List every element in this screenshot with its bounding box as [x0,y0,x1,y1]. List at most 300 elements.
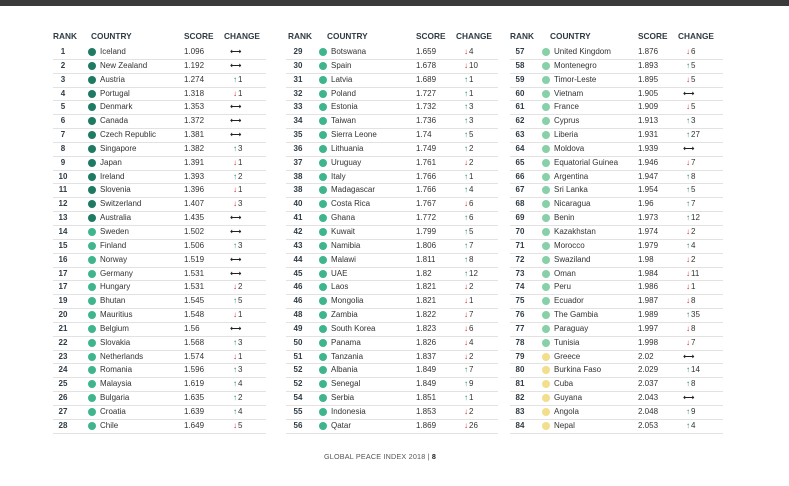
change-cell [233,185,242,194]
arrow-up-icon: ↑ [686,406,690,416]
score-cell: 1.736 [416,116,437,126]
table-row [53,226,266,240]
arrow-down-icon: ↓ [233,282,237,292]
rank-cell: 59 [515,74,525,84]
arrow-down-icon: ↓ [233,88,237,98]
table-row [510,74,723,88]
score-cell: 1.381 [184,130,205,140]
peace-level-dot-icon [542,339,550,347]
rank-cell: 60 [515,88,525,98]
country-cell: Ireland [100,171,125,181]
country-cell: Namibia [331,240,361,250]
score-cell: 1.895 [638,74,659,84]
table-row [53,295,266,309]
rank-cell: 16 [58,254,68,264]
arrow-down-icon: ↓ [686,282,690,292]
peace-level-dot-icon [319,256,327,264]
arrow-up-icon: ↑ [464,143,468,153]
change-cell [464,241,473,250]
no-change-icon: ⟷ [230,60,242,70]
change-cell [464,213,473,222]
table-row [510,129,723,143]
score-cell: 1.821 [416,296,437,306]
no-change-icon: ⟷ [230,130,242,140]
country-cell: Italy [331,171,346,181]
country-cell: Mongolia [331,296,364,306]
score-cell: 1.74 [416,130,432,140]
rank-cell: 43 [293,240,303,250]
rank-header: RANK [288,31,312,41]
score-cell: 1.974 [638,226,659,236]
change-cell [464,324,473,333]
rank-cell: 11 [58,185,68,195]
country-cell: Nepal [554,420,575,430]
country-cell: Cuba [554,379,574,389]
rank-cell: 55 [293,406,303,416]
change-value: 2 [238,282,243,292]
rank-cell: 56 [293,420,303,430]
peace-level-dot-icon [542,76,550,84]
rank-cell: 13 [58,213,68,223]
arrow-up-icon: ↑ [464,393,468,403]
rank-cell: 6 [60,116,66,126]
score-cell: 1.274 [184,74,205,84]
change-cell [230,323,242,333]
arrow-down-icon: ↓ [464,323,468,333]
rank-cell: 35 [293,130,303,140]
rank-cell: 70 [515,226,525,236]
score-cell: 1.391 [184,157,205,167]
arrow-up-icon: ↑ [233,379,237,389]
change-cell [464,102,473,111]
score-cell: 1.849 [416,365,437,375]
change-value: 3 [238,365,243,375]
rank-cell: 1 [60,47,66,56]
table-row [53,171,266,185]
country-cell: Uruguay [331,157,362,167]
change-cell [230,268,242,278]
score-cell: 1.596 [184,365,205,375]
peace-level-dot-icon [542,256,550,264]
rank-cell: 22 [58,337,68,347]
country-cell: Belgium [100,323,129,333]
rank-cell: 30 [293,60,303,70]
change-header: CHANGE [224,31,260,41]
rank-cell: 81 [515,379,525,389]
peace-level-dot-icon [542,228,550,236]
table-row [53,351,266,365]
peace-level-dot-icon [319,186,327,194]
change-cell [233,421,242,430]
country-cell: Montenegro [554,60,597,70]
country-cell: Zambia [331,310,358,320]
country-cell: Slovakia [100,337,131,347]
no-change-icon: ⟷ [230,268,242,278]
country-cell: Portugal [100,88,130,98]
change-value: 7 [691,337,696,347]
score-cell: 1.931 [638,130,659,140]
country-cell: United Kingdom [554,47,611,56]
change-cell [233,296,242,305]
peace-level-dot-icon [542,380,550,388]
score-cell: 1.989 [638,310,659,320]
change-cell [233,365,242,374]
rank-cell: 27 [58,406,68,416]
peace-level-dot-icon [88,173,96,181]
rank-cell: 21 [58,323,68,333]
score-cell: 1.619 [184,379,205,389]
arrow-up-icon: ↑ [686,379,690,389]
change-cell [233,407,242,416]
table-row [510,392,723,406]
change-cell [686,116,695,125]
country-cell: Malawi [331,254,356,264]
table-row [286,101,498,115]
rank-cell: 40 [293,199,303,209]
change-value: 10 [469,60,478,70]
change-cell [464,393,473,402]
change-value: 4 [691,420,696,430]
change-value: 5 [469,130,474,140]
country-cell: Greece [554,351,581,361]
table-row [286,240,498,254]
change-value: 3 [238,199,243,209]
rank-cell: 15 [58,240,68,250]
change-cell [464,130,473,139]
score-header: SCORE [638,31,668,41]
table-row [53,268,266,282]
score-cell: 1.749 [416,143,437,153]
change-value: 4 [691,240,696,250]
peace-level-dot-icon [88,159,96,167]
table-row [510,268,723,282]
peace-level-dot-icon [542,48,550,56]
peace-level-dot-icon [88,256,96,264]
score-cell: 1.766 [416,185,437,195]
peace-level-dot-icon [319,159,327,167]
change-cell [230,254,242,264]
country-header: COUNTRY [91,31,132,41]
table-row [286,212,498,226]
change-value: 11 [691,268,700,278]
score-cell: 1.973 [638,213,659,223]
table-row [510,157,723,171]
arrow-down-icon: ↓ [464,337,468,347]
column-header [510,28,723,46]
arrow-down-icon: ↓ [464,60,468,70]
table-row [286,281,498,295]
country-cell: Taiwan [331,116,356,126]
country-cell: Oman [554,268,576,278]
rank-cell: 52 [293,379,303,389]
table-row [53,406,266,420]
change-value: 5 [238,296,243,306]
score-cell: 2.037 [638,379,659,389]
change-cell [686,421,695,430]
country-cell: Netherlands [100,351,144,361]
score-cell: 1.997 [638,323,659,333]
score-cell: 1.635 [184,393,205,403]
score-cell: 1.659 [416,47,437,56]
country-cell: Poland [331,88,356,98]
table-row [286,115,498,129]
rank-cell: 38 [293,185,303,195]
change-cell [686,338,695,347]
arrow-up-icon: ↑ [464,88,468,98]
rank-cell: 12 [58,199,68,209]
table-row [510,323,723,337]
table-row [510,364,723,378]
score-cell: 1.806 [416,240,437,250]
score-cell: 1.531 [184,282,205,292]
change-value: 27 [691,130,700,140]
change-value: 2 [238,171,243,181]
table-row [53,281,266,295]
change-cell [464,269,478,278]
change-cell [233,172,242,181]
table-row [286,254,498,268]
table-row [53,46,266,60]
table-row [286,184,498,198]
country-cell: Equatorial Guinea [554,157,619,167]
peace-level-dot-icon [542,131,550,139]
no-change-icon: ⟷ [683,393,695,403]
change-cell [230,102,242,112]
change-value: 1 [238,185,243,195]
peace-level-dot-icon [542,422,550,430]
score-cell: 1.548 [184,310,205,320]
score-cell: 1.531 [184,268,205,278]
no-change-icon: ⟷ [230,226,242,236]
score-cell: 1.396 [184,185,205,195]
arrow-down-icon: ↓ [686,337,690,347]
country-cell: Bhutan [100,296,126,306]
score-cell: 1.545 [184,296,205,306]
arrow-up-icon: ↑ [464,116,468,126]
change-cell [464,47,473,56]
table-row [510,281,723,295]
change-cell [233,338,242,347]
score-cell: 1.984 [638,268,659,278]
arrow-up-icon: ↑ [233,406,237,416]
country-cell: Laos [331,282,349,292]
score-cell: 1.98 [638,254,654,264]
country-cell: Slovenia [100,185,131,195]
change-value: 1 [238,88,243,98]
change-cell [464,255,473,264]
peace-level-dot-icon [319,408,327,416]
arrow-down-icon: ↓ [686,296,690,306]
peace-level-dot-icon [88,186,96,194]
country-cell: New Zealand [100,60,148,70]
arrow-up-icon: ↑ [464,74,468,84]
rank-cell: 79 [515,351,525,361]
rank-cell: 4 [60,88,66,98]
change-cell [464,296,473,305]
table-row [510,101,723,115]
change-cell [683,143,695,153]
rank-cell: 46 [293,282,303,292]
arrow-down-icon: ↓ [464,157,468,167]
change-cell [233,199,242,208]
country-cell: Senegal [331,379,361,389]
arrow-down-icon: ↓ [464,47,468,56]
table-row [286,157,498,171]
country-cell: Australia [100,213,132,223]
change-value: 4 [238,379,243,389]
country-cell: Albania [331,365,358,375]
peace-level-dot-icon [88,408,96,416]
arrow-up-icon: ↑ [233,74,237,84]
rank-cell: 7 [60,130,66,140]
country-cell: Liberia [554,130,579,140]
change-value: 6 [469,323,474,333]
change-value: 8 [691,296,696,306]
peace-level-dot-icon [319,228,327,236]
country-cell: UAE [331,268,348,278]
change-cell [230,47,242,56]
country-cell: Germany [100,268,133,278]
rank-cell: 61 [515,102,525,112]
arrow-down-icon: ↓ [233,351,237,361]
country-cell: Sweden [100,226,129,236]
arrow-down-icon: ↓ [464,420,468,430]
table-row [286,88,498,102]
table-row [53,74,266,88]
table-row [286,171,498,185]
change-value: 7 [691,199,696,209]
change-value: 8 [691,171,696,181]
table-row [53,420,266,434]
country-cell: Guyana [554,393,583,403]
country-cell: Norway [100,254,128,264]
arrow-up-icon: ↑ [686,310,690,320]
change-value: 2 [238,393,243,403]
peace-level-dot-icon [542,200,550,208]
peace-level-dot-icon [542,325,550,333]
change-value: 4 [469,47,474,56]
top-bar [0,0,789,6]
peace-level-dot-icon [88,228,96,236]
rank-cell: 32 [293,88,303,98]
rank-cell: 36 [293,143,303,153]
score-cell: 1.407 [184,199,205,209]
change-value: 2 [469,157,474,167]
country-cell: Estonia [331,102,358,112]
change-cell [686,213,700,222]
arrow-up-icon: ↑ [233,337,237,347]
rank-cell: 10 [58,171,68,181]
change-cell [233,158,242,167]
peace-level-dot-icon [542,214,550,222]
change-value: 7 [469,365,474,375]
change-value: 5 [691,102,696,112]
table-row [286,420,498,434]
change-cell [464,379,473,388]
change-value: 3 [238,143,243,153]
peace-level-dot-icon [88,353,96,361]
score-cell: 1.799 [416,226,437,236]
change-cell [464,338,473,347]
change-value: 2 [469,143,474,153]
country-cell: Ecuador [554,296,584,306]
peace-level-dot-icon [88,270,96,278]
score-cell: 1.574 [184,351,205,361]
arrow-up-icon: ↑ [233,393,237,403]
rank-cell: 24 [58,365,68,375]
country-cell: Panama [331,337,361,347]
change-cell [464,75,473,84]
rank-cell: 78 [515,337,525,347]
score-cell: 1.823 [416,323,437,333]
change-cell [686,255,695,264]
country-cell: Cyprus [554,116,580,126]
score-cell: 1.998 [638,337,659,347]
change-cell [686,158,695,167]
table-row [510,171,723,185]
table-row [286,323,498,337]
change-cell [686,75,695,84]
arrow-up-icon: ↑ [233,143,237,153]
country-cell: Angola [554,406,579,416]
arrow-down-icon: ↓ [686,226,690,236]
score-cell: 1.849 [416,379,437,389]
country-cell: Indonesia [331,406,366,416]
arrow-down-icon: ↓ [464,296,468,306]
peace-level-dot-icon [542,103,550,111]
change-value: 12 [469,268,478,278]
change-cell [464,199,473,208]
country-cell: Ghana [331,213,356,223]
country-cell: Costa Rica [331,199,371,209]
arrow-up-icon: ↑ [464,254,468,264]
table-row [53,184,266,198]
table-row [510,60,723,74]
country-cell: Malaysia [100,379,132,389]
rank-cell: 33 [293,102,303,112]
score-cell: 1.519 [184,254,205,264]
table-row [510,143,723,157]
change-value: 8 [691,323,696,333]
change-cell [686,102,695,111]
rank-cell: 42 [293,226,303,236]
peace-level-dot-icon [319,339,327,347]
table-row [53,143,266,157]
score-cell: 1.56 [184,323,200,333]
change-cell [230,60,242,70]
peace-level-dot-icon [88,339,96,347]
score-cell: 1.192 [184,60,205,70]
peace-level-dot-icon [88,48,96,56]
country-cell: Bulgaria [100,393,130,403]
change-value: 3 [238,240,243,250]
peace-level-dot-icon [542,270,550,278]
arrow-up-icon: ↑ [686,240,690,250]
change-value: 26 [469,420,478,430]
score-cell: 1.649 [184,420,205,430]
peace-level-dot-icon [542,311,550,319]
table-row [53,157,266,171]
country-cell: Botswana [331,47,367,56]
score-cell: 1.876 [638,47,659,56]
rank-cell: 65 [515,157,525,167]
arrow-down-icon: ↓ [686,254,690,264]
peace-level-dot-icon [319,242,327,250]
change-value: 2 [691,226,696,236]
country-cell: The Gambia [554,310,599,320]
rank-cell: 68 [515,199,525,209]
ranking-column-3 [510,28,723,434]
